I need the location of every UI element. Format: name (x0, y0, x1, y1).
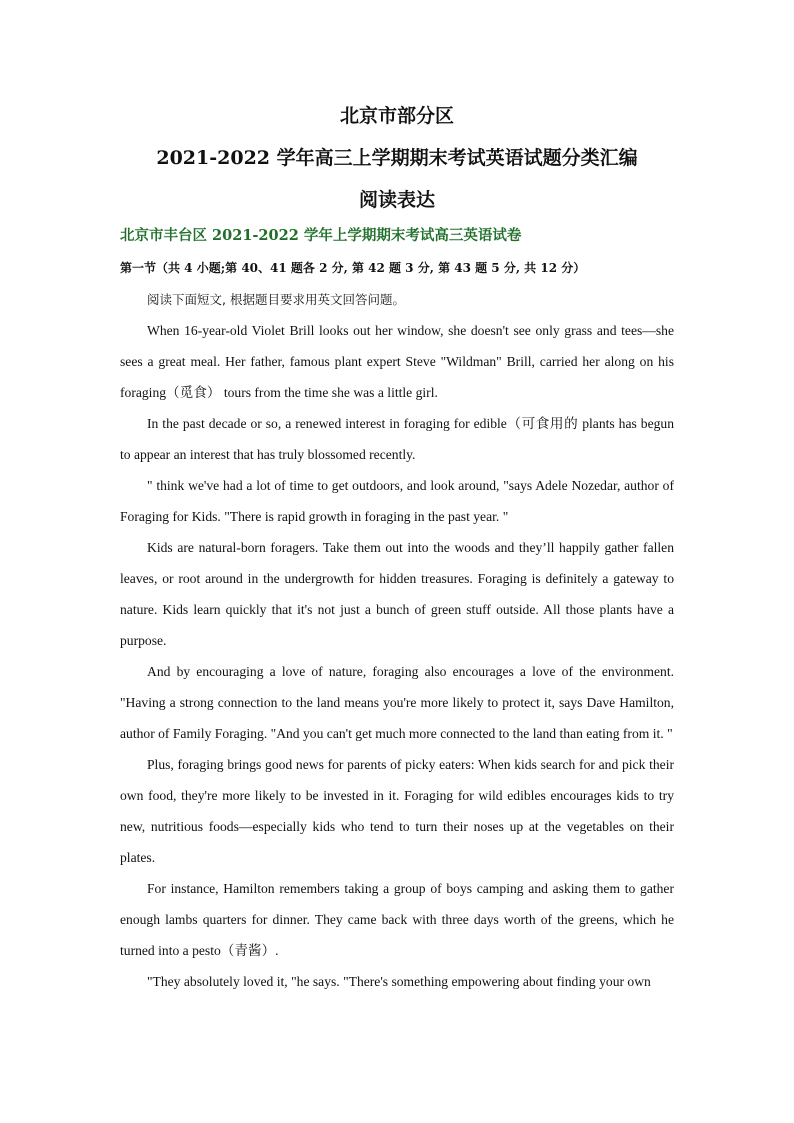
passage (120, 284, 674, 997)
paragraph: "They absolutely loved it, "he says. "There's something empowering about finding your own (147, 974, 651, 989)
part-heading: 第一节（共 4 小题;第 40、41 题各 2 分, 第 42 题 3 分, 第 43 题 5 分, 共 12 分） (120, 261, 586, 275)
paragraph: " think we've had a lot of time to get outdoors, and look around, "says Adele Nozedar, author of Foraging for Kids. "There is rapid growth in foraging in the past year. " (120, 478, 674, 524)
section-heading: 北京市丰台区 2021-2022 学年上学期期末考试高三英语试卷 (120, 227, 522, 244)
paragraph: Plus, foraging brings good news for parents of picky eaters: When kids search for and pick their own food, they're more likely to be invested in it. Foraging for wild edibles encourages kids to try new, nutritious foods—especially kids who tend to turn their noses up at the vegetables on their plates. (120, 757, 674, 865)
paragraph: When 16-year-old Violet Brill looks out her window, she doesn't see only grass and tees—she sees a great meal. Her father, famous plant expert Steve "Wildman" Brill, carried her along on his foraging（觅食） tours from the time she was a little girl. (120, 323, 674, 400)
paragraph: Kids are natural-born foragers. Take them out into the woods and they’ll happily gather fallen leaves, or root around in the undergrowth for hidden treasures. Foraging is definitely a gateway to nature. Kids learn quickly that it's not just a bunch of green stuff outside. All those plants have a purpose. (120, 540, 674, 648)
paragraph: In the past decade or so, a renewed interest in foraging for edible（可食用的 plants has begun to appear an interest that has truly blossomed recently. (120, 416, 674, 462)
paragraph: And by encouraging a love of nature, foraging also encourages a love of the environment. "Having a strong connection to the land means you're more likely to protect it, says Dave Hamilton, author of Family Foraging. "And you can't get much more connected to the land than eating from it. " (120, 664, 674, 741)
title-line-region: 北京市部分区 (339, 105, 454, 127)
paragraph: For instance, Hamilton remembers taking a group of boys camping and asking them to gather enough lambs quarters for dinner. They came back with three days worth of the greens, which he turned into a pesto（青酱）. (120, 881, 674, 958)
title-line-exam: 2021-2022 学年高三上学期期末考试英语试题分类汇编 (156, 147, 638, 169)
instruction-text: 阅读下面短文, 根据题目要求用英文回答问题。 (147, 292, 405, 307)
title-line-section-type: 阅读表达 (358, 189, 435, 211)
